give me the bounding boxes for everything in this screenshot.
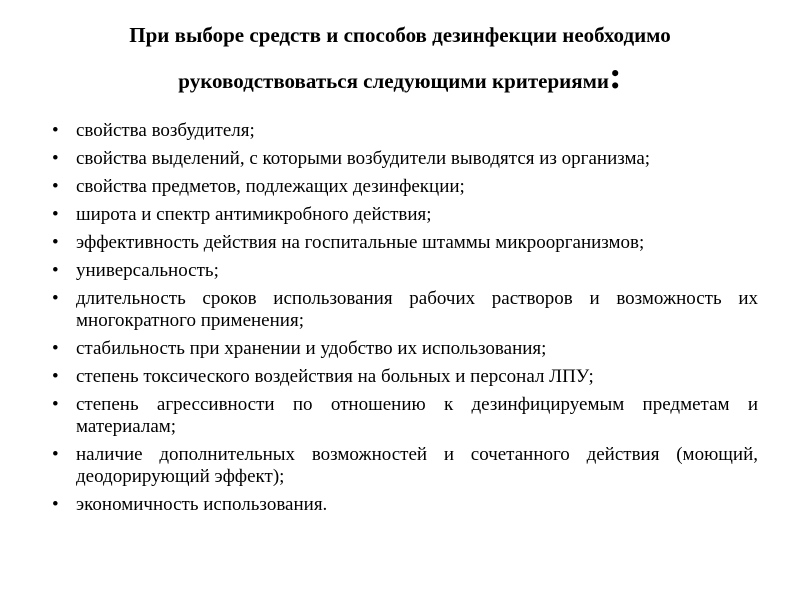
- list-item: [52, 366, 758, 388]
- list-item-text: стабильность при хранении и удобство их использования;: [76, 338, 547, 359]
- list-item: [52, 120, 758, 142]
- list-item-text: свойства предметов, подлежащих дезинфекции;: [76, 176, 465, 197]
- list-item: [52, 148, 758, 170]
- list-item: [52, 288, 758, 332]
- list-item-text: длительность сроков использования рабочих растворов и возможность их многократного применения;: [76, 288, 758, 331]
- bullet-icon: •: [52, 120, 59, 141]
- list-item-text: экономичность использования.: [76, 494, 328, 515]
- list-item-text: свойства выделений, с которыми возбудители выводятся из организма;: [76, 148, 651, 169]
- bullet-icon: •: [52, 494, 59, 515]
- list-item-text: эффективность действия на госпитальные штаммы микроорганизмов;: [76, 232, 645, 253]
- bullet-icon: •: [52, 338, 59, 359]
- title-line-2: руководствоваться следующими критериями: [178, 69, 610, 93]
- list-item: [52, 494, 758, 516]
- title-colon: :: [609, 55, 622, 97]
- criteria-list: [52, 120, 758, 522]
- list-item: [52, 232, 758, 254]
- list-item-text: наличие дополнительных возможностей и сочетанного действия (моющий, деодорирующий эффект);: [76, 444, 758, 487]
- list-item: [52, 176, 758, 198]
- list-item: [52, 444, 758, 488]
- list-item: [52, 338, 758, 360]
- bullet-icon: •: [52, 288, 59, 309]
- slide-title: [40, 12, 760, 104]
- bullet-icon: •: [52, 232, 59, 253]
- list-item-text: степень агрессивности по отношению к дезинфицируемым предметам и материалам;: [76, 394, 758, 437]
- list-item-text: широта и спектр антимикробного действия;: [76, 204, 432, 225]
- bullet-icon: •: [52, 260, 59, 281]
- bullet-icon: •: [52, 204, 59, 225]
- list-item-text: свойства возбудителя;: [76, 120, 255, 141]
- list-item: [52, 260, 758, 282]
- list-item-text: универсальность;: [76, 260, 219, 281]
- bullet-icon: •: [52, 176, 59, 197]
- list-item: [52, 394, 758, 438]
- list-item-text: степень токсического воздействия на больных и персонал ЛПУ;: [76, 366, 594, 387]
- bullet-icon: •: [52, 444, 59, 465]
- title-line-1: При выборе средств и способов дезинфекции необходимо: [129, 23, 671, 47]
- bullet-icon: •: [52, 394, 59, 415]
- bullet-icon: •: [52, 148, 59, 169]
- bullet-icon: •: [52, 366, 59, 387]
- list-item: [52, 204, 758, 226]
